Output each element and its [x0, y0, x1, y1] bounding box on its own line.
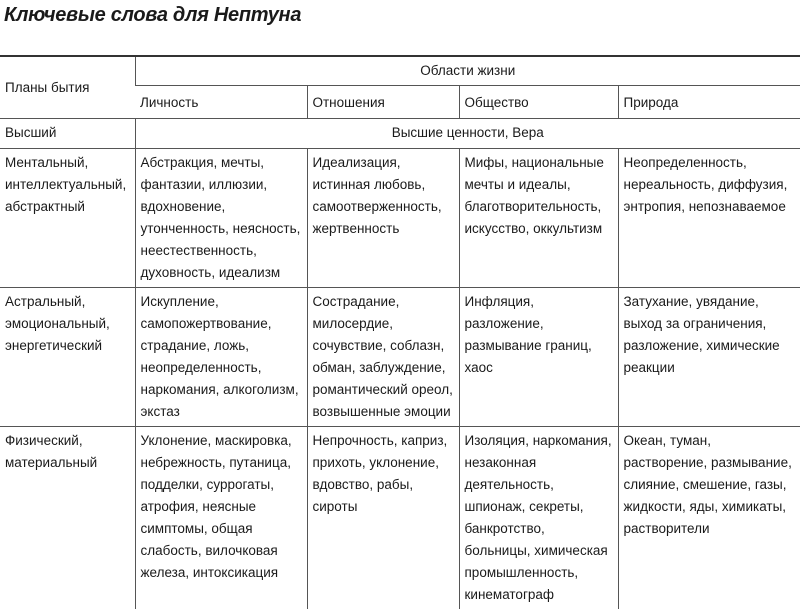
header-column-nature: Природа [618, 86, 800, 119]
plane-label: Ментальный, интеллектуальный, абстрактный [0, 149, 135, 288]
merged-cell: Высшие ценности, Вера [135, 119, 800, 149]
header-areas: Области жизни [135, 56, 800, 86]
table-cell: Уклонение, маскировка, небрежность, путаница, подделки, суррогаты, атрофия, неясные симптомы, общая слабость, вилочковая железа, интоксикация [135, 427, 307, 609]
table-row-astral [0, 288, 800, 427]
table-row-mental [0, 149, 800, 288]
plane-label: Физический, материальный [0, 427, 135, 609]
header-column-society: Общество [459, 86, 618, 119]
header-planes: Планы бытия [0, 56, 135, 119]
table-cell: Затухание, увядание, выход за ограничения, разложение, химические реакции [618, 288, 800, 427]
table-cell: Идеализация, истинная любовь, самоотверженность, жертвенность [307, 149, 459, 288]
plane-label: Высший [0, 119, 135, 149]
table-cell: Непрочность, каприз, прихоть, уклонение, вдовство, рабы, сироты [307, 427, 459, 609]
page-title: Ключевые слова для Нептуна [4, 4, 301, 27]
table-cell: Сострадание, милосердие, сочувствие, соблазн, обман, заблуждение, романтический ореол, возвышенные эмоции [307, 288, 459, 427]
table-cell: Абстракция, мечты, фантазии, иллюзии, вдохновение, утонченность, неясность, неестественность, духовность, идеализм [135, 149, 307, 288]
header-row-areas [0, 56, 800, 86]
table-cell: Неопределенность, нереальность, диффузия, энтропия, непознаваемое [618, 149, 800, 288]
header-column-relations: Отношения [307, 86, 459, 119]
table-cell: Искупление, самопожертвование, страдание, ложь, неопределенность, наркомания, алкоголизм, экстаз [135, 288, 307, 427]
plane-label: Астральный, эмоциональный, энергетический [0, 288, 135, 427]
table-cell: Изоляция, наркомания, незаконная деятельность, шпионаж, секреты, банкротство, больницы, химическая промышленность, кинематограф [459, 427, 618, 609]
keywords-table [0, 55, 800, 609]
table-cell: Инфляция, разложение, размывание границ, хаос [459, 288, 618, 427]
header-column-personality: Личность [135, 86, 307, 119]
table-row-physical [0, 427, 800, 609]
table-cell: Мифы, национальные мечты и идеалы, благотворительность, искусство, оккультизм [459, 149, 618, 288]
table-row-higher [0, 119, 800, 149]
table-cell: Океан, туман, растворение, размывание, слияние, смешение, газы, жидкости, яды, химикаты, растворители [618, 427, 800, 609]
